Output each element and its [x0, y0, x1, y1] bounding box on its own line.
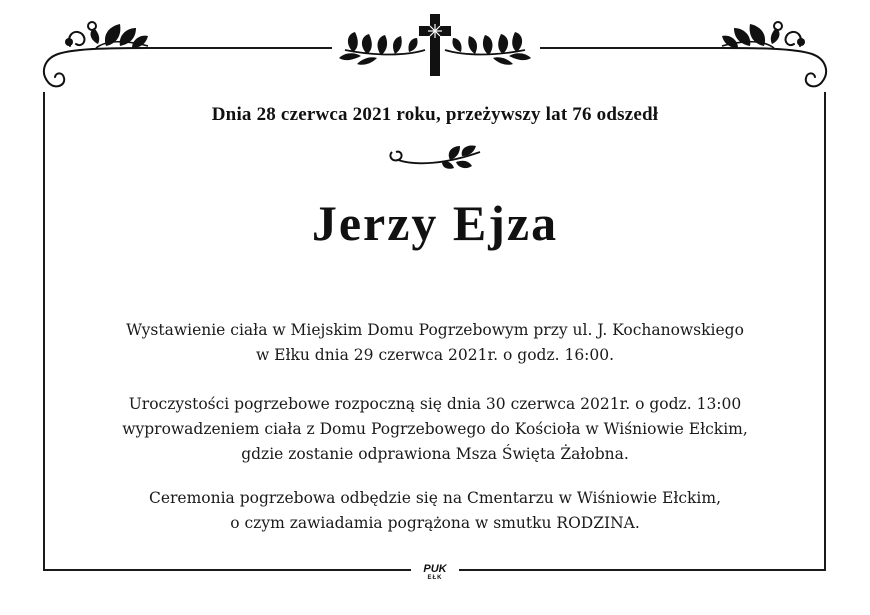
scroll-flourish-icon: [36, 10, 156, 100]
paragraph-line: o czym zawiadamia pogrążona w smutku RODZINA.: [230, 514, 640, 532]
death-announcement-line: Dnia 28 czerwca 2021 roku, przeżywszy lat 76 odszedł: [211, 104, 659, 125]
ceremony-details-paragraph: [60, 392, 810, 467]
frame-left-line: [43, 92, 45, 571]
logo-sub-text: EŁK: [427, 575, 443, 581]
deceased-name: Jerzy Ejza: [311, 195, 559, 251]
paragraph-line: gdzie zostanie odprawiona Msza Święta Żałobna.: [241, 445, 629, 463]
cross-icon: [419, 14, 451, 76]
paragraph-line: w Ełku dnia 29 czerwca 2021r. o godz. 16:00.: [255, 346, 615, 364]
leaf-branch-icon: [445, 32, 531, 65]
frame-right-line: [824, 92, 826, 571]
frame-top-left-line: [148, 47, 332, 49]
paragraph-line: Wystawienie ciała w Miejskim Domu Pogrzebowym przy ul. J. Kochanowskiego: [126, 321, 744, 339]
logo-main-text: PUK: [423, 563, 447, 575]
leaf-branch-icon: [339, 32, 425, 65]
frame-top-right-line: [540, 47, 724, 49]
frame-bottom-left-line: [43, 569, 411, 571]
cemetery-details-paragraph: [60, 486, 810, 536]
divider-flourish-icon: [386, 140, 486, 170]
scroll-flourish-icon: [714, 10, 834, 100]
cross-with-laurel-icon: [325, 10, 545, 80]
frame-bottom-right-line: [459, 569, 826, 571]
funeral-details-paragraph: [60, 318, 810, 368]
paragraph-line: Uroczystości pogrzebowe rozpoczną się dnia 30 czerwca 2021r. o godz. 13:00: [128, 395, 742, 413]
puk-logo: [419, 565, 451, 583]
paragraph-line: Ceremonia pogrzebowa odbędzie się na Cmentarzu w Wiśniowie Ełckim,: [148, 489, 722, 507]
paragraph-line: wyprowadzeniem ciała z Domu Pogrzebowego do Kościoła w Wiśniowie Ełckim,: [122, 420, 748, 438]
